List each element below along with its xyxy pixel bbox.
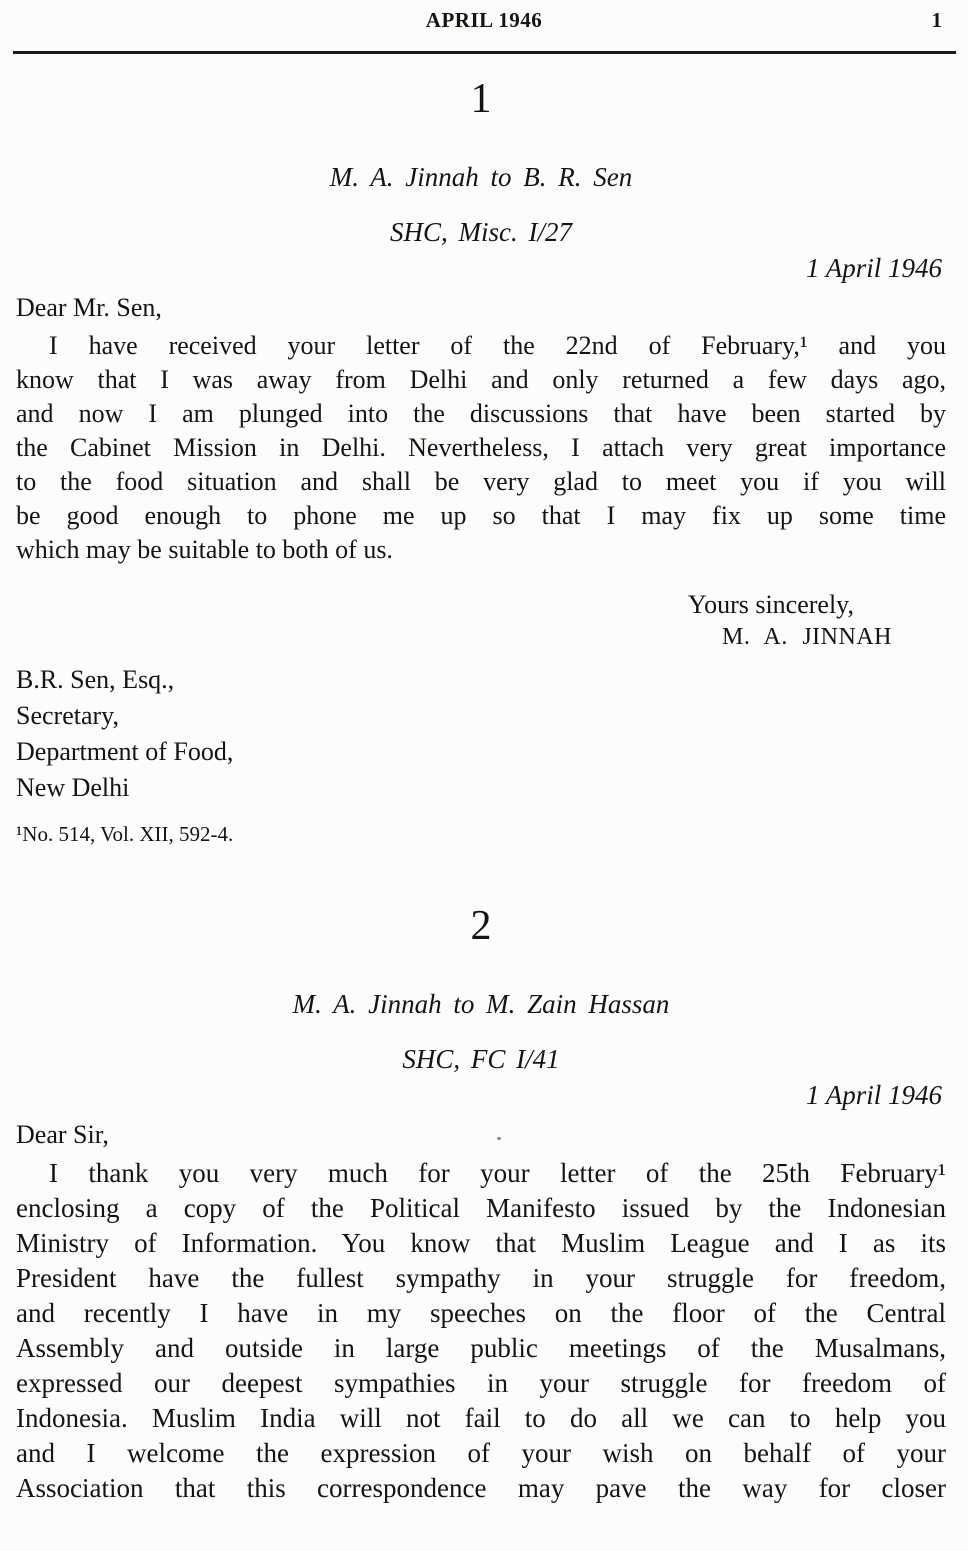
scan-speck: [497, 1137, 501, 1140]
letter-body: [16, 1156, 946, 1506]
addressee-line: Department of Food,: [16, 737, 234, 766]
body-line: the Cabinet Mission in Delhi. Nevertheless, I attach very great importance: [16, 433, 946, 462]
body-line: I have received your letter of the 22nd of February,¹ and you: [49, 331, 946, 360]
addressee-block: [16, 662, 946, 806]
body-line: and I welcome the expression of your wish on behalf of your: [16, 1438, 946, 1468]
body-line: which may be suitable to both of us.: [16, 535, 393, 564]
running-header: APRIL 1946: [425, 8, 543, 32]
letter-number: 1: [470, 76, 492, 122]
header-rule: [13, 51, 956, 54]
body-line: and now I am plunged into the discussions that have been started by: [16, 399, 946, 428]
letter-2: [16, 904, 946, 1506]
salutation: Dear Mr. Sen,: [16, 293, 162, 322]
body-line: enclosing a copy of the Political Manifesto issued by the Indonesian: [16, 1193, 946, 1223]
addressee-line: B.R. Sen, Esq.,: [16, 665, 175, 694]
addressee-line: New Delhi: [16, 773, 130, 802]
body-line: I thank you very much for your letter of the 25th February¹: [49, 1158, 946, 1188]
page-content: [0, 77, 968, 1506]
body-line: Assembly and outside in large public meetings of the Musalmans,: [16, 1333, 946, 1363]
closing: Yours sincerely,: [687, 590, 854, 619]
body-line: to the food situation and shall be very glad to meet you if you will: [16, 467, 946, 496]
body-line: Ministry of Information. You know that Muslim League and I as its: [16, 1228, 946, 1258]
body-line: Indonesia. Muslim India will not fail to do all we can to help you: [16, 1403, 946, 1433]
letter-heading: M. A. Jinnah to B. R. Sen: [329, 162, 633, 192]
body-line: expressed our deepest sympathies in your struggle for freedom of: [16, 1368, 946, 1398]
body-line: know that I was away from Delhi and only returned a few days ago,: [16, 365, 946, 394]
body-line: be good enough to phone me up so that I may fix up some time: [16, 501, 946, 530]
letter-body: [16, 329, 946, 567]
footnote: ¹No. 514, Vol. XII, 592-4.: [16, 822, 234, 846]
letter-date: 1 April 1946: [805, 253, 942, 283]
letter-1: [16, 77, 946, 846]
body-line: President have the fullest sympathy in your struggle for freedom,: [16, 1263, 946, 1293]
letter-source: SHC, FC I/41: [402, 1044, 560, 1074]
body-line: Association that this correspondence may pave the way for closer: [16, 1473, 946, 1503]
page-header: [0, 0, 968, 38]
salutation: Dear Sir,: [16, 1120, 109, 1149]
page-number: 1: [931, 8, 942, 32]
letter-number: 2: [470, 903, 492, 949]
letter-date: 1 April 1946: [805, 1080, 942, 1110]
body-line: and recently I have in my speeches on the floor of the Central: [16, 1298, 946, 1328]
addressee-line: Secretary,: [16, 701, 119, 730]
signature: M. A. JINNAH: [721, 624, 892, 650]
letter-source: SHC, Misc. I/27: [390, 217, 572, 247]
letter-heading: M. A. Jinnah to M. Zain Hassan: [292, 989, 670, 1019]
